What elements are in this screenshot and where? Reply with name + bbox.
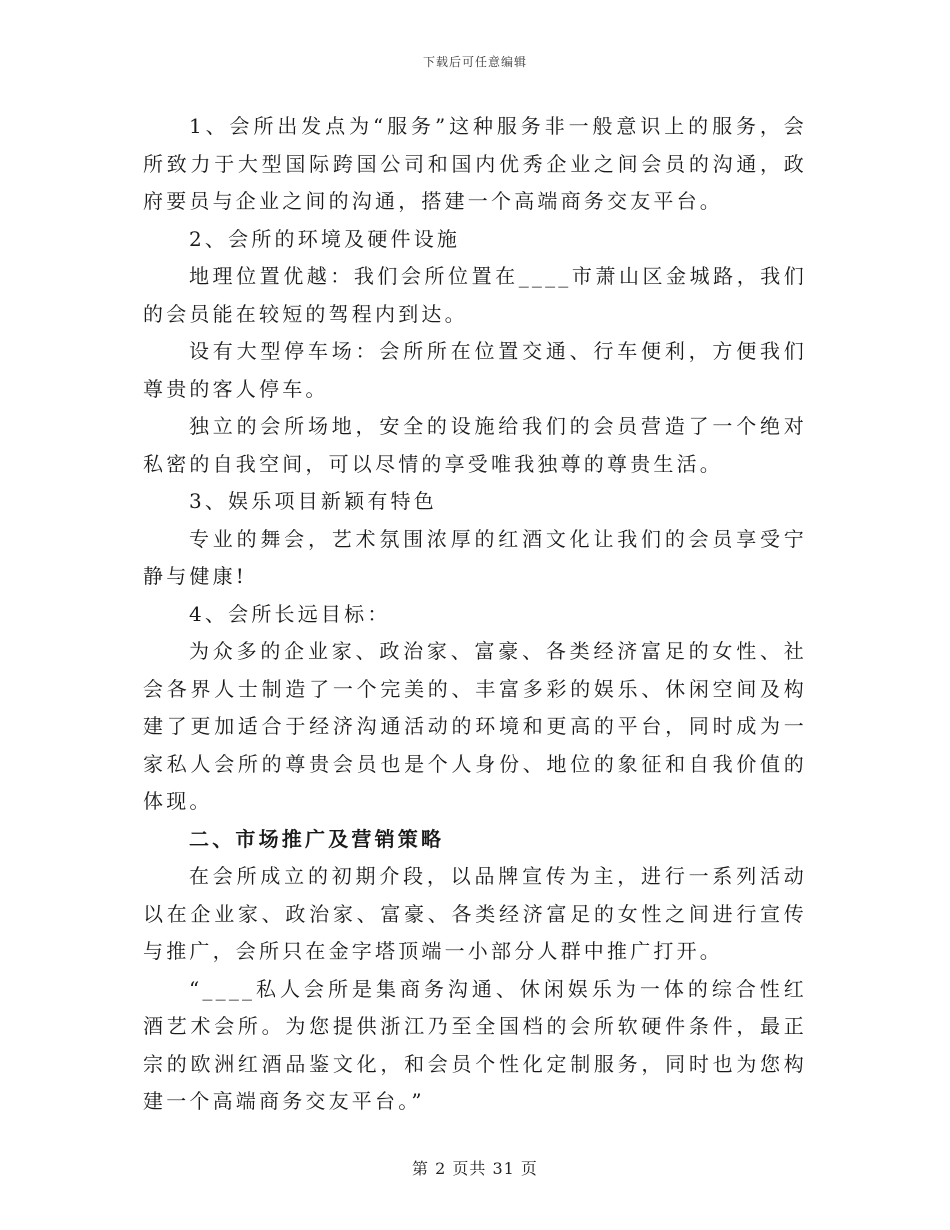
- paragraph-environment-heading: 2、会所的环境及硬件设施: [189, 226, 461, 251]
- page-footer: 第 2 页共 31 页: [412, 1159, 538, 1178]
- section-heading-marketing: 二、市场推广及营销策略: [189, 826, 445, 851]
- paragraph-long-term-heading: 4、会所长远目标：: [189, 601, 391, 626]
- paragraph-long-term-goal: 为众多的企业家、政治家、富豪、各类经济富足的女性、社会各界人士制造了一个完美的、丰富多彩的娱乐、休闲空间及构建了更加适合于经济沟通活动的环境和更高的平台，同时成为一家私人会所的尊贵会员也是个人身份、地位的象征和自我价值的体现。: [143, 639, 807, 813]
- paragraph-initial-stage: 在会所成立的初期介段，以品牌宣传为主，进行一系列活动以在企业家、政治家、富豪、各类经济富足的女性之间进行宣传与推广，会所只在金字塔顶端一小部分人群中推广打开。: [143, 864, 807, 963]
- paragraph-location: 地理位置优越：我们会所位置在____市萧山区金城路，我们的会员能在较短的驾程内到达。: [143, 264, 807, 326]
- document-body: [143, 108, 807, 1121]
- paragraph-entertainment-heading: 3、娱乐项目新颖有特色: [189, 489, 437, 513]
- paragraph-entertainment: 专业的舞会，艺术氛围浓厚的红酒文化让我们的会员享受宁静与健康!: [143, 526, 807, 588]
- paragraph-quote: “____私人会所是集商务沟通、休闲娱乐为一体的综合性红酒艺术会所。为您提供浙江乃至全国档的会所软硬件条件，最正宗的欧洲红酒品鉴文化，和会员个性化定制服务，同时也为您构建一个高端商务交友平台。”: [143, 976, 807, 1113]
- paragraph-service-goal: 1、会所出发点为“服务”这种服务非一般意识上的服务，会所致力于大型国际跨国公司和国内优秀企业之间会员的沟通，政府要员与企业之间的沟通，搭建一个高端商务交友平台。: [143, 114, 807, 213]
- paragraph-parking: 设有大型停车场：会所所在位置交通、行车便利，方便我们尊贵的客人停车。: [143, 339, 807, 401]
- paragraph-private-venue: 独立的会所场地，安全的设施给我们的会员营造了一个绝对私密的自我空间，可以尽情的享受唯我独尊的尊贵生活。: [143, 414, 807, 476]
- page-header: 下载后可任意编辑: [422, 55, 527, 69]
